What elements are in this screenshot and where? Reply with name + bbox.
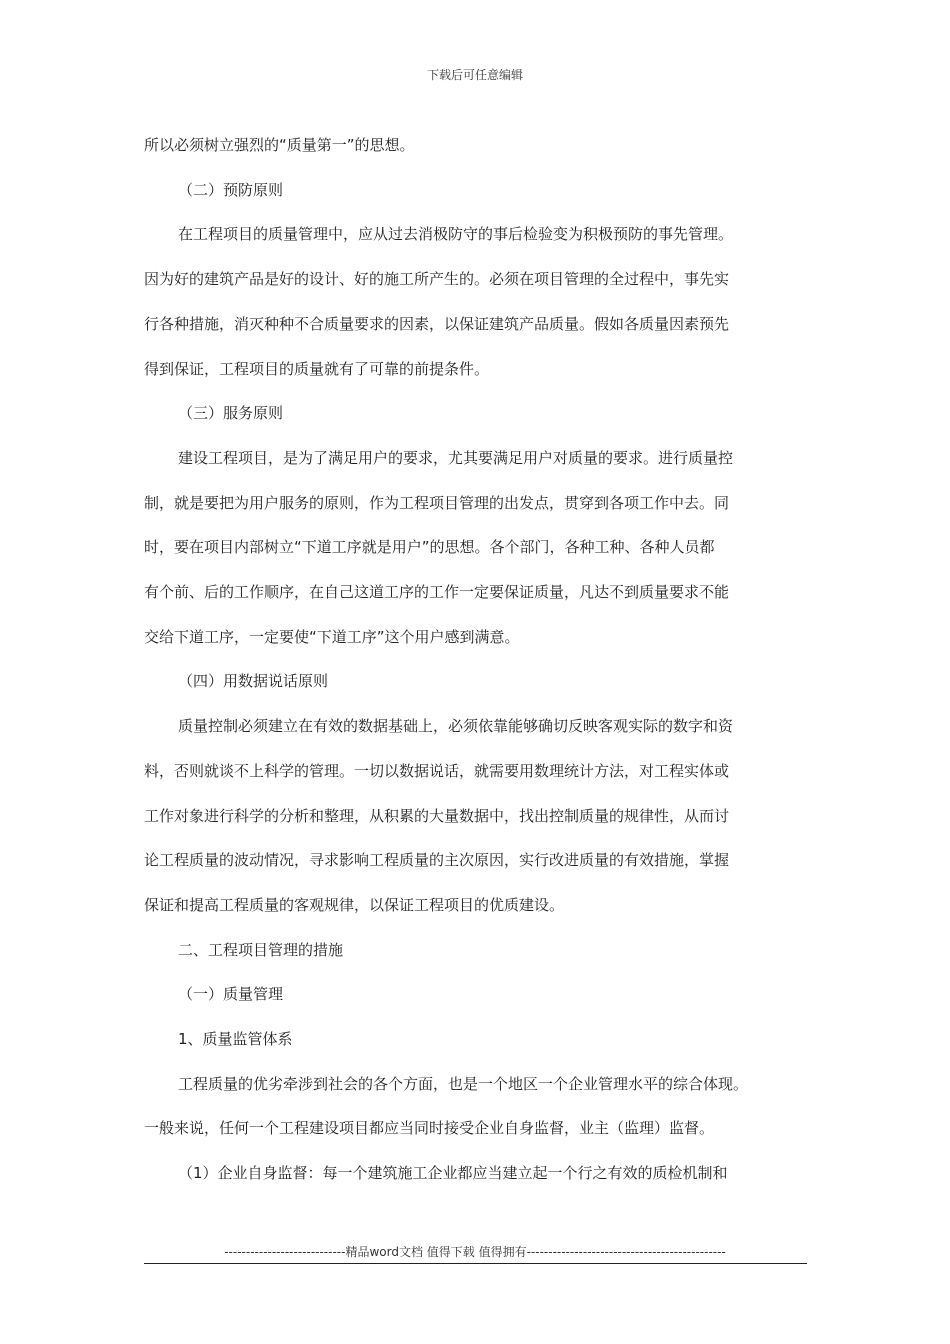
paragraph-line: 制，就是要把为用户服务的原则，作为工程项目管理的出发点，贯穿到各项工作中去。同 xyxy=(144,493,730,512)
section-heading: （二）预防原则 xyxy=(178,180,284,199)
paragraph-line: 料，否则就谈不上科学的管理。一切以数据说话，就需要用数理统计方法，对工程实体或 xyxy=(144,761,730,780)
paragraph-line: 在工程项目的质量管理中，应从过去消极防守的事后检验变为积极预防的事先管理。 xyxy=(178,225,734,244)
paragraph-line: 所以必须树立强烈的“质量第一”的思想。 xyxy=(144,136,415,154)
paragraph-line: 质量控制必须建立在有效的数据基础上，必须依靠能够确切反映客观实际的数字和资 xyxy=(178,717,734,736)
paragraph-line: 交给下道工序，一定要使“下道工序”这个用户感到满意。 xyxy=(144,627,520,646)
section-heading: （三）服务原则 xyxy=(178,404,284,423)
paragraph-line: 因为好的建筑产品是好的设计、好的施工所产生的。必须在项目管理的全过程中，事先实 xyxy=(144,270,730,289)
paragraph-line: 得到保证，工程项目的质量就有了可靠的前提条件。 xyxy=(144,359,490,378)
section-heading: （一）质量管理 xyxy=(178,985,284,1004)
paragraph-line: （1）企业自身监督：每一个建筑施工企业都应当建立起一个行之有效的质检机制和 xyxy=(178,1164,728,1183)
section-heading: 1、质量监管体系 xyxy=(178,1030,293,1049)
document-body xyxy=(144,123,809,1196)
paragraph-line: 保证和提高工程质量的客观规律，以保证工程项目的优质建设。 xyxy=(144,895,565,914)
footer-rule xyxy=(144,1263,807,1264)
paragraph-line: 论工程质量的波动情况，寻求影响工程质量的主次原因，实行改进质量的有效措施，掌握 xyxy=(144,851,730,870)
section-heading: （四）用数据说话原则 xyxy=(178,672,329,691)
paragraph-line: 建设工程项目，是为了满足用户的要求，尤其要满足用户对质量的要求。进行质量控 xyxy=(178,448,734,467)
paragraph-line: 行各种措施，消灭种种不合质量要求的因素，以保证建筑产品质量。假如各质量因素预先 xyxy=(144,314,730,333)
page-header: 下载后可任意编辑 xyxy=(426,68,523,82)
paragraph-line: 有个前、后的工作顺序，在自己这道工序的工作一定要保证质量，凡达不到质量要求不能 xyxy=(144,583,730,602)
section-heading: 二、工程项目管理的措施 xyxy=(178,940,344,959)
paragraph-line: 工作对象进行科学的分析和整理，从积累的大量数据中，找出控制质量的规律性，从而讨 xyxy=(144,806,730,825)
paragraph-line: 时，要在项目内部树立“下道工序就是用户”的思想。各个部门，各种工种、各种人员都 xyxy=(144,538,715,557)
paragraph-line: 一般来说，任何一个工程建设项目都应当同时接受企业自身监督，业主（监理）监督。 xyxy=(144,1119,715,1138)
paragraph-line: 工程质量的优劣牵涉到社会的各个方面，也是一个地区一个企业管理水平的综合体现。 xyxy=(178,1074,749,1093)
page-footer: ----------------------------精品word文档 值得下载 值得拥有---------------------------------------------- xyxy=(224,1245,726,1259)
